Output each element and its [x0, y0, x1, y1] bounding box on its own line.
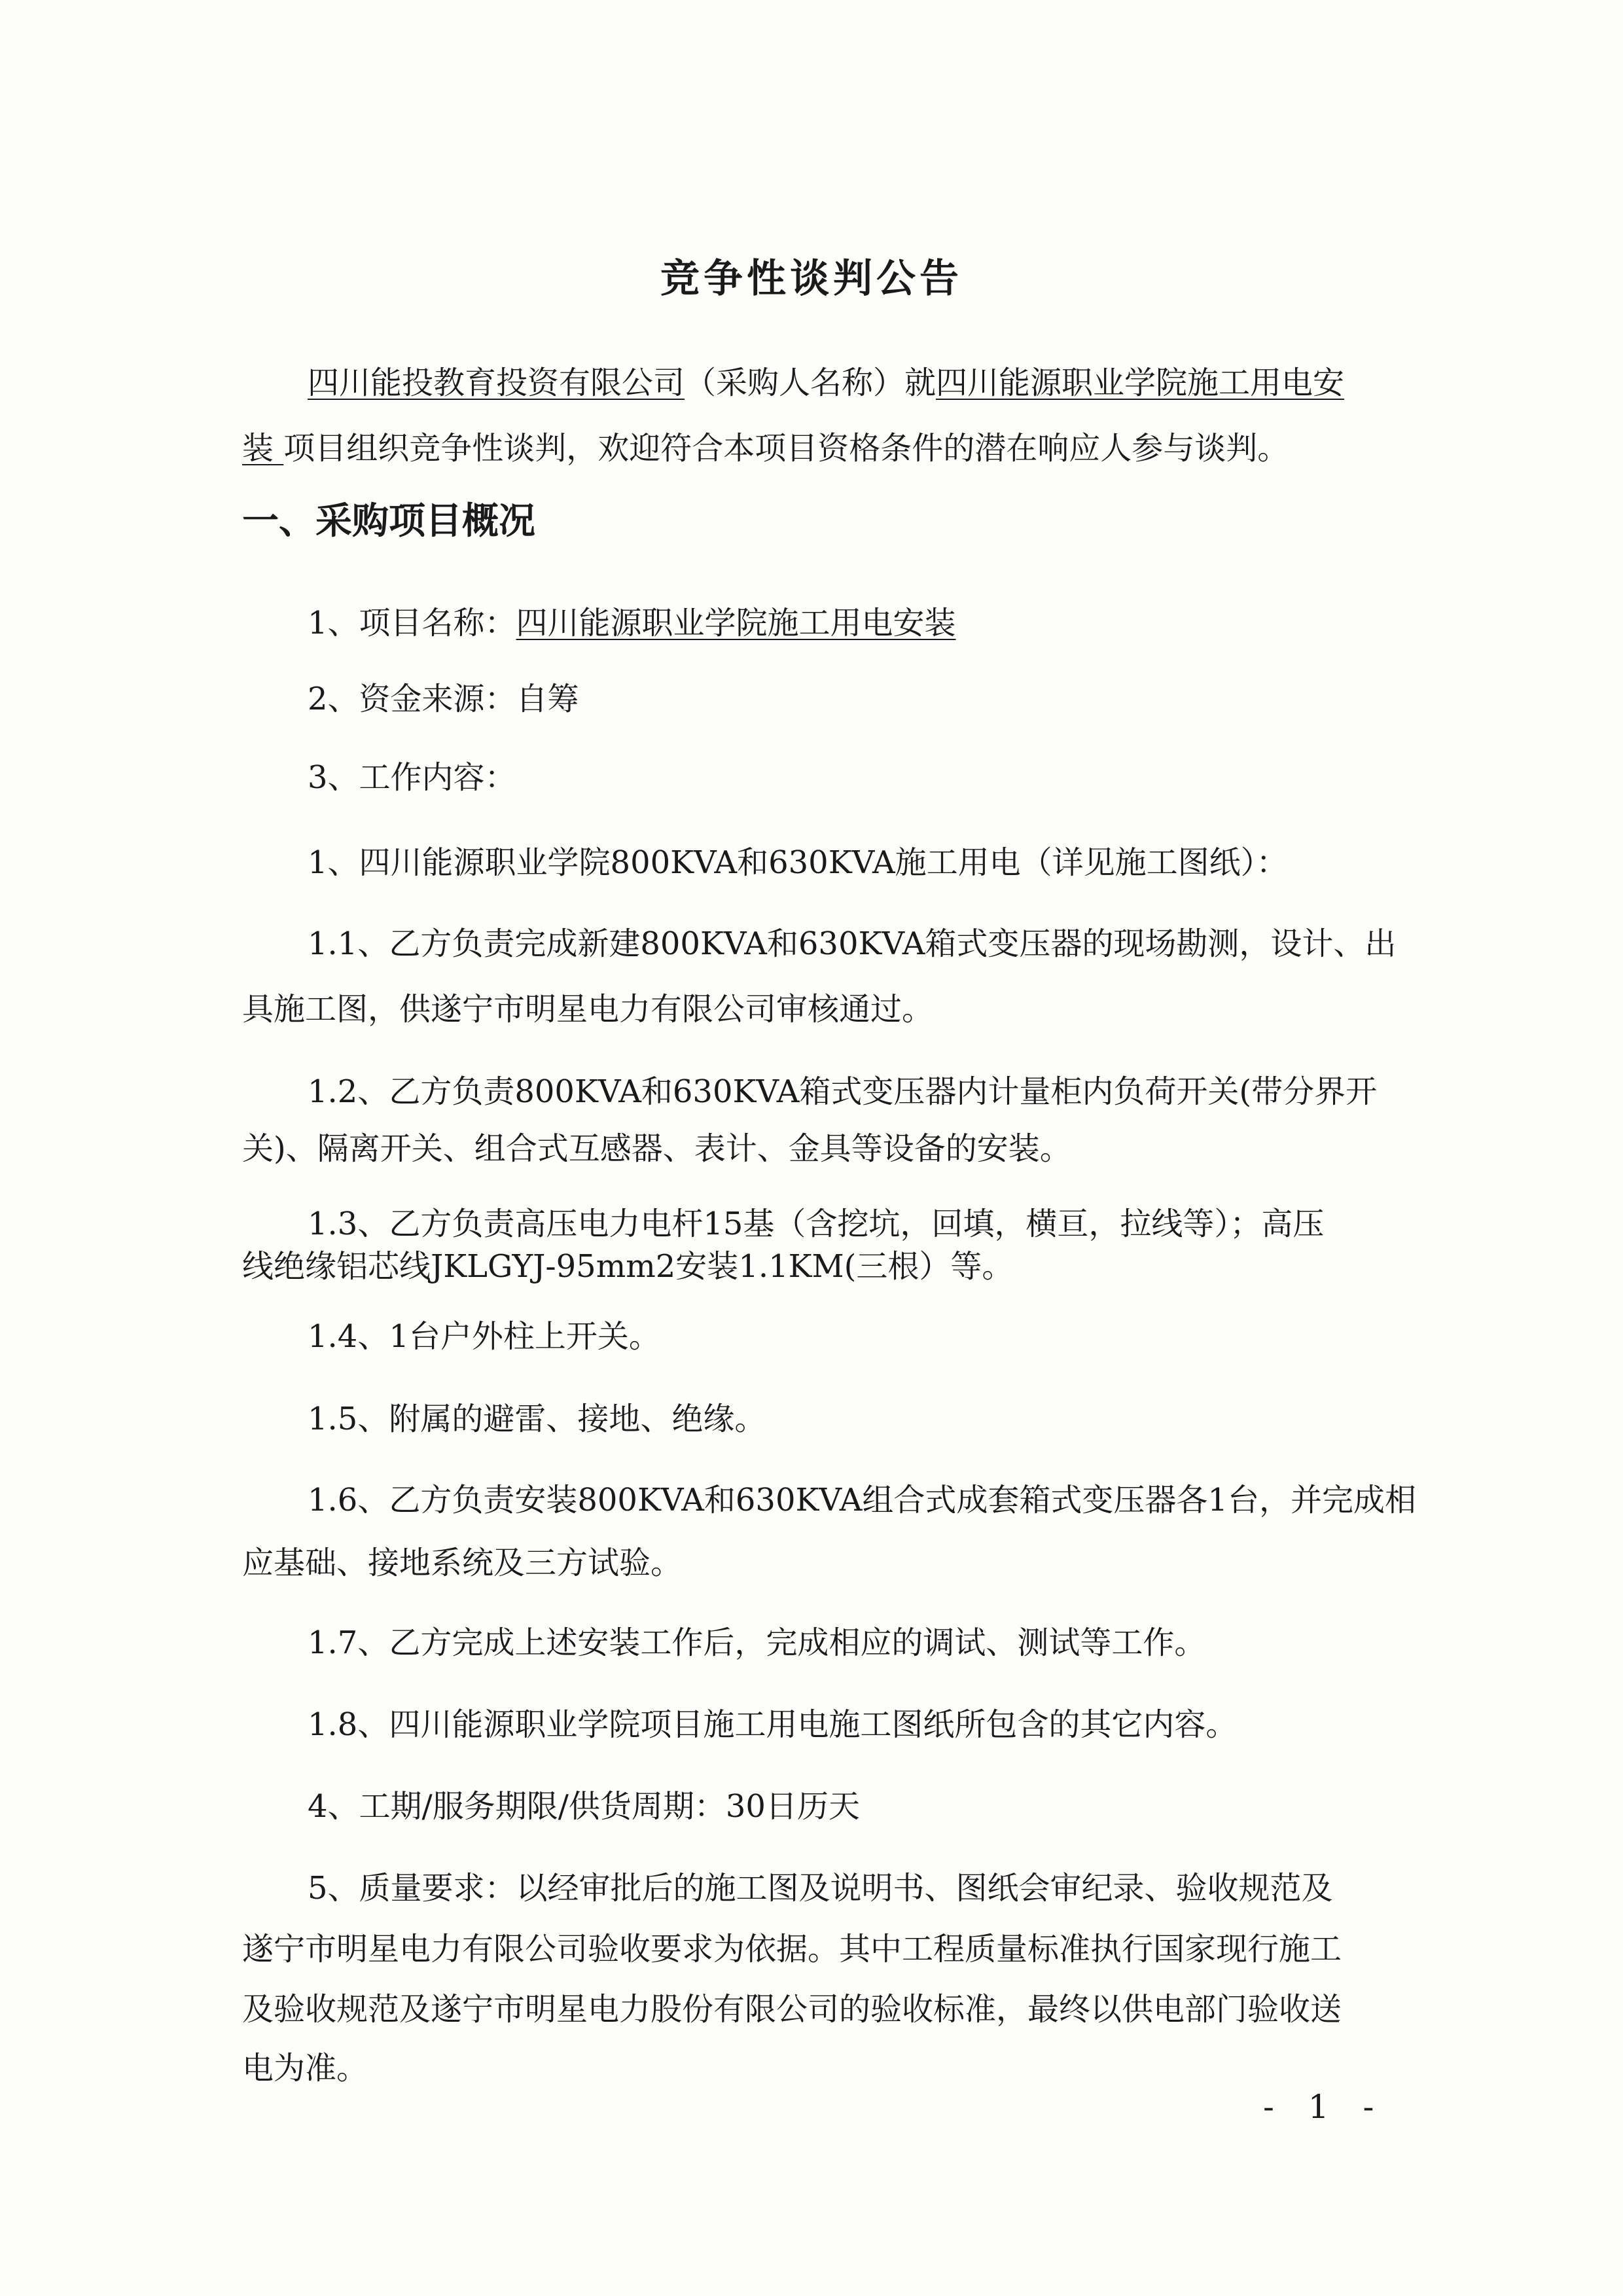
item-work-1-6-b: 应基础、接地系统及三方试验。 — [242, 1545, 683, 1581]
item-work-1-1-a: 1.1、乙方负责完成新建800KVA和630KVA箱式变压器的现场勘测，设计、出 — [308, 925, 1397, 962]
item-work-1: 1、四川能源职业学院800KVA和630KVA施工用电（详见施工图纸）： — [308, 844, 1288, 881]
intro-rest: 项目组织竞争性谈判，欢迎符合本项目资格条件的潜在响应人参与谈判。 — [283, 430, 1289, 467]
item-work-1-2-b: 关)、隔离开关、组合式互感器、表计、金具等设备的安装。 — [242, 1130, 1071, 1167]
item-quality-c: 及验收规范及遂宁市明星电力股份有限公司的验收标准，最终以供电部门验收送 — [242, 1991, 1342, 2028]
item-work-1-6-a: 1.6、乙方负责安装800KVA和630KVA组合式成套箱式变压器各1台，并完成相 — [308, 1482, 1416, 1518]
purchaser-note: （采购人名称）就 — [685, 365, 936, 401]
item-work-1-4: 1.4、1台户外柱上开关。 — [308, 1318, 660, 1355]
item-work-1-1-b: 具施工图，供遂宁市明星电力有限公司审核通过。 — [242, 991, 934, 1028]
item-quality-a: 5、质量要求：以经审批后的施工图及说明书、图纸会审纪录、验收规范及 — [308, 1870, 1333, 1907]
purchaser-name: 四川能投教育投资有限公司 — [308, 365, 685, 401]
item-work-1-7: 1.7、乙方完成上述安装工作后，完成相应的调试、测试等工作。 — [308, 1624, 1206, 1661]
project-name-label: 1、项目名称： — [308, 605, 516, 641]
page-number: - 1 - — [1263, 2088, 1386, 2126]
item-project-name — [308, 603, 956, 643]
item-quality-b: 遂宁市明星电力有限公司验收要求为依据。其中工程质量标准执行国家现行施工 — [242, 1931, 1342, 1967]
project-name-part-b: 装 — [242, 430, 284, 467]
page-title: 竞争性谈判公告 — [660, 256, 963, 302]
item-quality-d: 电为准。 — [242, 2050, 368, 2087]
project-name-part-a: 四川能源职业学院施工用电安 — [936, 365, 1345, 401]
item-work-1-2-a: 1.2、乙方负责800KVA和630KVA箱式变压器内计量柜内负荷开关(带分界开 — [308, 1073, 1378, 1110]
intro-line-2 — [242, 429, 1289, 468]
project-name-value: 四川能源职业学院施工用电安装 — [516, 605, 956, 641]
item-period: 4、工期/服务期限/供货周期：30日历天 — [308, 1788, 860, 1825]
item-work-1-3-a: 1.3、乙方负责高压电力电杆15基（含挖坑，回填，横亘，拉线等）；高压 — [308, 1206, 1325, 1242]
section-heading-overview: 一、采购项目概况 — [242, 500, 535, 543]
intro-line-1 — [308, 363, 1344, 403]
item-work-1-8: 1.8、四川能源职业学院项目施工用电施工图纸所包含的其它内容。 — [308, 1706, 1238, 1743]
item-work-1-3-b: 线绝缘铝芯线JKLGYJ-95mm2安装1.1KM(三根）等。 — [242, 1248, 1014, 1285]
item-funding: 2、资金来源：自筹 — [308, 681, 579, 717]
item-work-content: 3、工作内容： — [308, 759, 516, 796]
item-work-1-5: 1.5、附属的避雷、接地、绝缘。 — [308, 1401, 766, 1437]
